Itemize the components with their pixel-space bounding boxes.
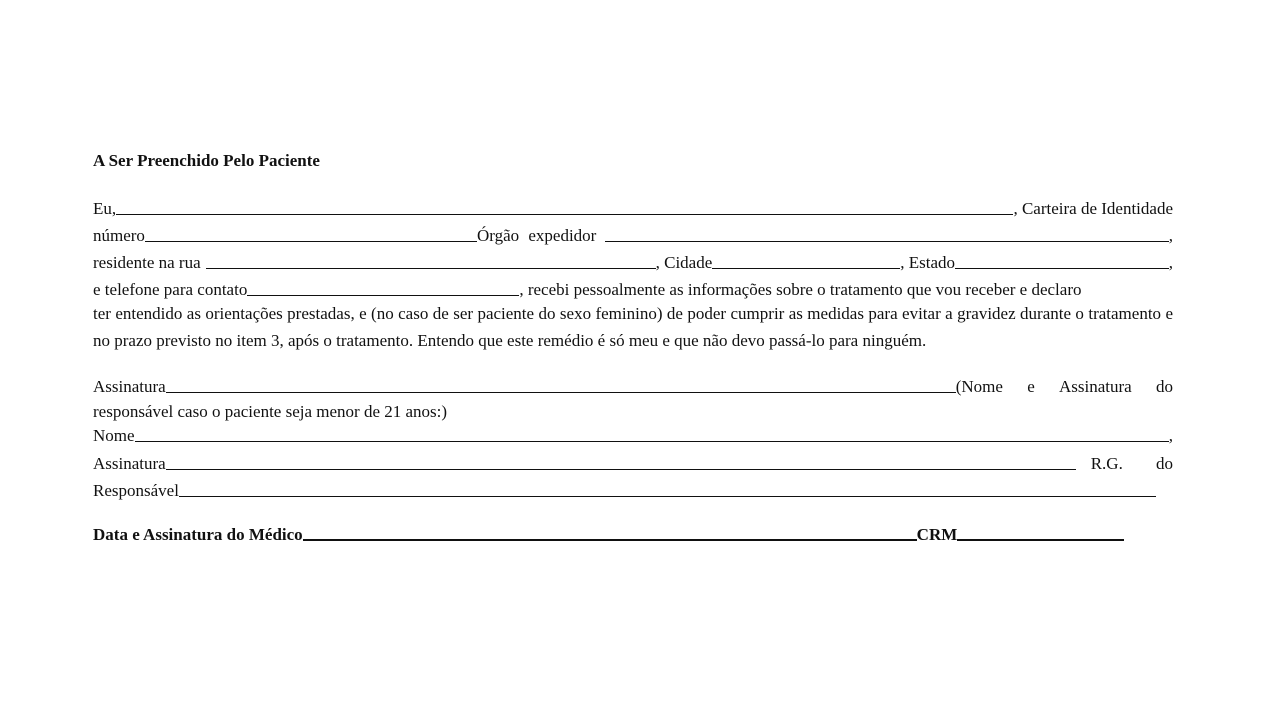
document-line xyxy=(93,219,1173,246)
name-line-comma: , xyxy=(1168,426,1173,445)
crm-field[interactable] xyxy=(957,523,1124,541)
note-word: (Nome xyxy=(955,377,1003,396)
numero-label: número xyxy=(93,226,145,245)
rg-label xyxy=(1076,454,1173,474)
declaration-text-start: , recebi pessoalmente as informações sobre o tratamento que vou receber e declaro xyxy=(519,280,1082,299)
signature-line xyxy=(93,370,1173,397)
id-card-label: , Carteira de Identidade xyxy=(1013,199,1173,218)
eu-label: Eu, xyxy=(93,199,117,218)
signature-label: Assinatura xyxy=(93,377,166,396)
city-label: , Cidade xyxy=(655,253,713,272)
phone-line xyxy=(93,273,1173,300)
street-label: residente na rua xyxy=(93,253,201,272)
patient-name-field[interactable] xyxy=(116,198,1013,215)
guardian-rg-line xyxy=(93,474,1173,501)
rg-word: do xyxy=(1156,454,1173,473)
form-title: A Ser Preenchido Pelo Paciente xyxy=(93,151,320,170)
doctor-line xyxy=(93,518,1173,545)
state-label: , Estado xyxy=(900,253,956,272)
phone-label: e telefone para contato xyxy=(93,280,248,299)
guardian-signature-line xyxy=(93,447,1173,474)
note-word: Assinatura xyxy=(1059,377,1132,396)
signature-note-cont: responsável caso o paciente seja menor de 21 anos:) xyxy=(93,402,448,421)
state-field[interactable] xyxy=(955,252,1169,269)
issuing-agency-field[interactable] xyxy=(605,225,1168,242)
responsavel-label: Responsável xyxy=(93,481,179,500)
declaration-paragraph: ter entendido as orientações prestadas, e (no caso de ser paciente do sexo feminino) de poder cumprir as medidas para evitar a gravidez durante o tratamento e no prazo previsto no item 3, após o tratamento. Entendo que este remédio é só meu e que não devo passá-lo para ninguém. xyxy=(93,304,1173,350)
address-line-comma: , xyxy=(1168,253,1173,272)
orgao-expedidor-label: Órgão expedidor xyxy=(476,226,597,245)
crm-label: CRM xyxy=(916,525,958,544)
note-word: e xyxy=(1027,377,1035,396)
doctor-signature-field[interactable] xyxy=(303,523,917,541)
signature-note xyxy=(956,377,1173,397)
address-line xyxy=(93,246,1173,273)
rg-word: R.G. xyxy=(1090,454,1123,473)
city-field[interactable] xyxy=(712,252,900,269)
guardian-rg-field[interactable] xyxy=(179,480,1156,497)
document-line-comma: , xyxy=(1168,226,1173,245)
doctor-signature-label: Data e Assinatura do Médico xyxy=(93,525,303,544)
street-field[interactable] xyxy=(206,252,656,269)
identity-line xyxy=(93,192,1173,219)
phone-field[interactable] xyxy=(247,279,519,296)
id-number-field[interactable] xyxy=(145,225,477,242)
guardian-signature-field[interactable] xyxy=(166,453,1076,470)
name-label: Nome xyxy=(93,426,135,445)
patient-signature-field[interactable] xyxy=(166,376,956,393)
guardian-name-field[interactable] xyxy=(135,425,1169,442)
note-word: do xyxy=(1156,377,1173,396)
guardian-name-line xyxy=(93,419,1173,446)
guardian-signature-label: Assinatura xyxy=(93,454,166,473)
